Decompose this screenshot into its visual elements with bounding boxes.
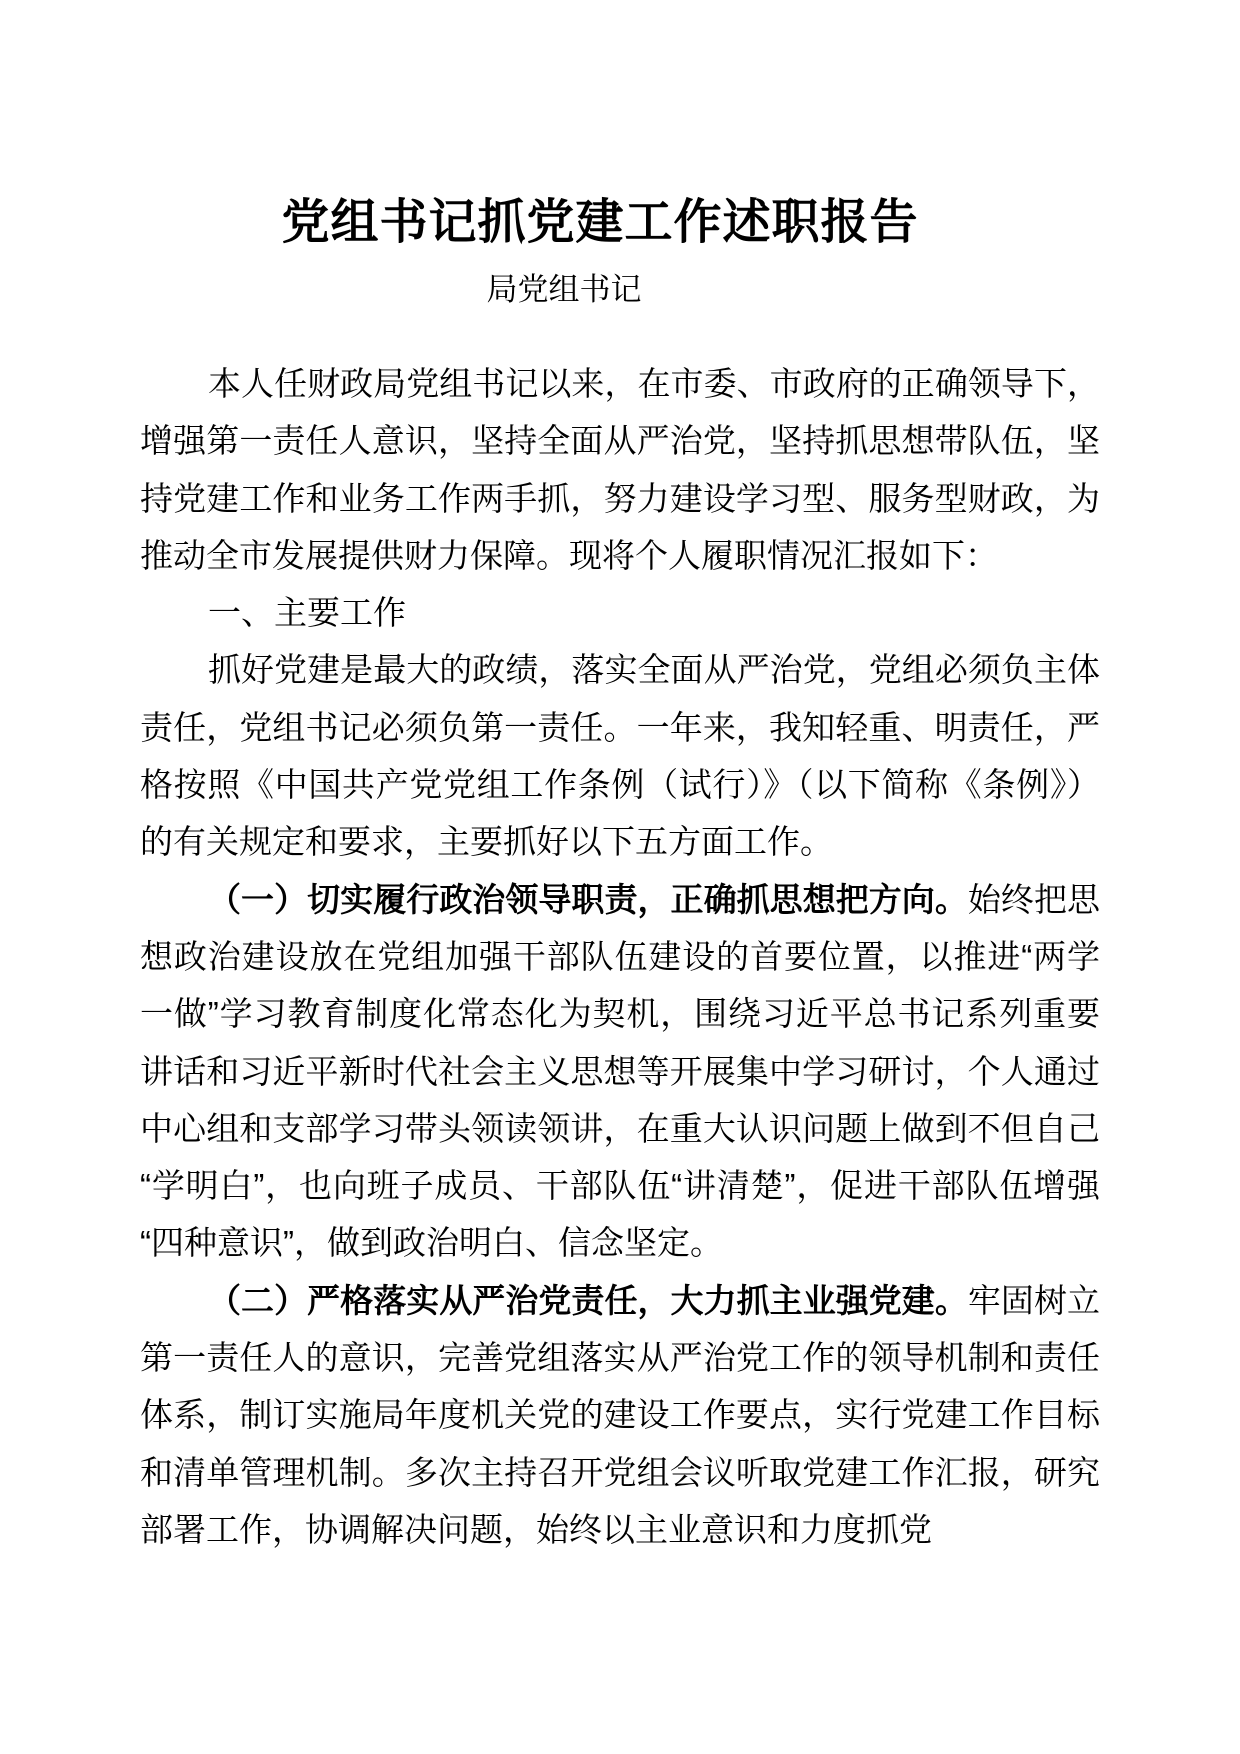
section-heading-main-work: 一、主要工作 — [208, 594, 406, 632]
document-body — [140, 355, 1100, 1558]
document-subtitle: 局党组书记 — [486, 272, 642, 307]
document-title: 党组书记抓党建工作述职报告 — [281, 196, 919, 249]
paragraph-subsection-2 — [140, 1272, 1100, 1558]
subsection-1-lead: （一）切实履行政治领导职责，正确抓思想把方向。 — [208, 880, 968, 918]
subsection-1-body: 始终把思想政治建设放在党组加强干部队伍建设的首要位置，以推进“两学一做”学习教育制度化常态化为契机，围绕习近平总书记系列重要讲话和习近平新时代社会主义思想等开展集中学习研讨，个人通过中心组和支部学习带头领读领讲，在重大认识问题上做到不但自己“学明白”，也向班子成员、干部队伍“讲清楚”，促进干部队伍增强 “四种意识”，做到政治明白、信念坚定。 — [140, 880, 1101, 1262]
paragraph-section-intro: 抓好党建是最大的政绩，落实全面从严治党，党组必须负主体责任，党组书记必须负第一责任。一年来，我知轻重、明责任，严格按照《中国共产党党组工作条例（试行）》（以下简称《条例》）的有关规定和要求，主要抓好以下五方面工作。 — [140, 651, 1100, 861]
subsection-2-body: 牢固树立第一责任人的意识，完善党组落实从严治党工作的领导机制和责任体系，制订实施局年度机关党的建设工作要点，实行党建工作目标和清单管理机制。多次主持召开党组会议听取党建工作汇报，研究部署工作，协调解决问题，始终以主业意识和力度抓党 — [140, 1281, 1101, 1548]
paragraph-subsection-1 — [140, 871, 1100, 1272]
subsection-2-lead: （二）严格落实从严治党责任，大力抓主业强党建。 — [208, 1281, 968, 1319]
document-content — [140, 0, 1100, 1558]
paragraph-intro: 本人任财政局党组书记以来，在市委、市政府的正确领导下，增强第一责任人意识，坚持全面从严治党，坚持抓思想带队伍，坚持党建工作和业务工作两手抓，努力建设学习型、服务型财政，为推动全市发展提供财力保障。现将个人履职情况汇报如下： — [140, 365, 1100, 574]
